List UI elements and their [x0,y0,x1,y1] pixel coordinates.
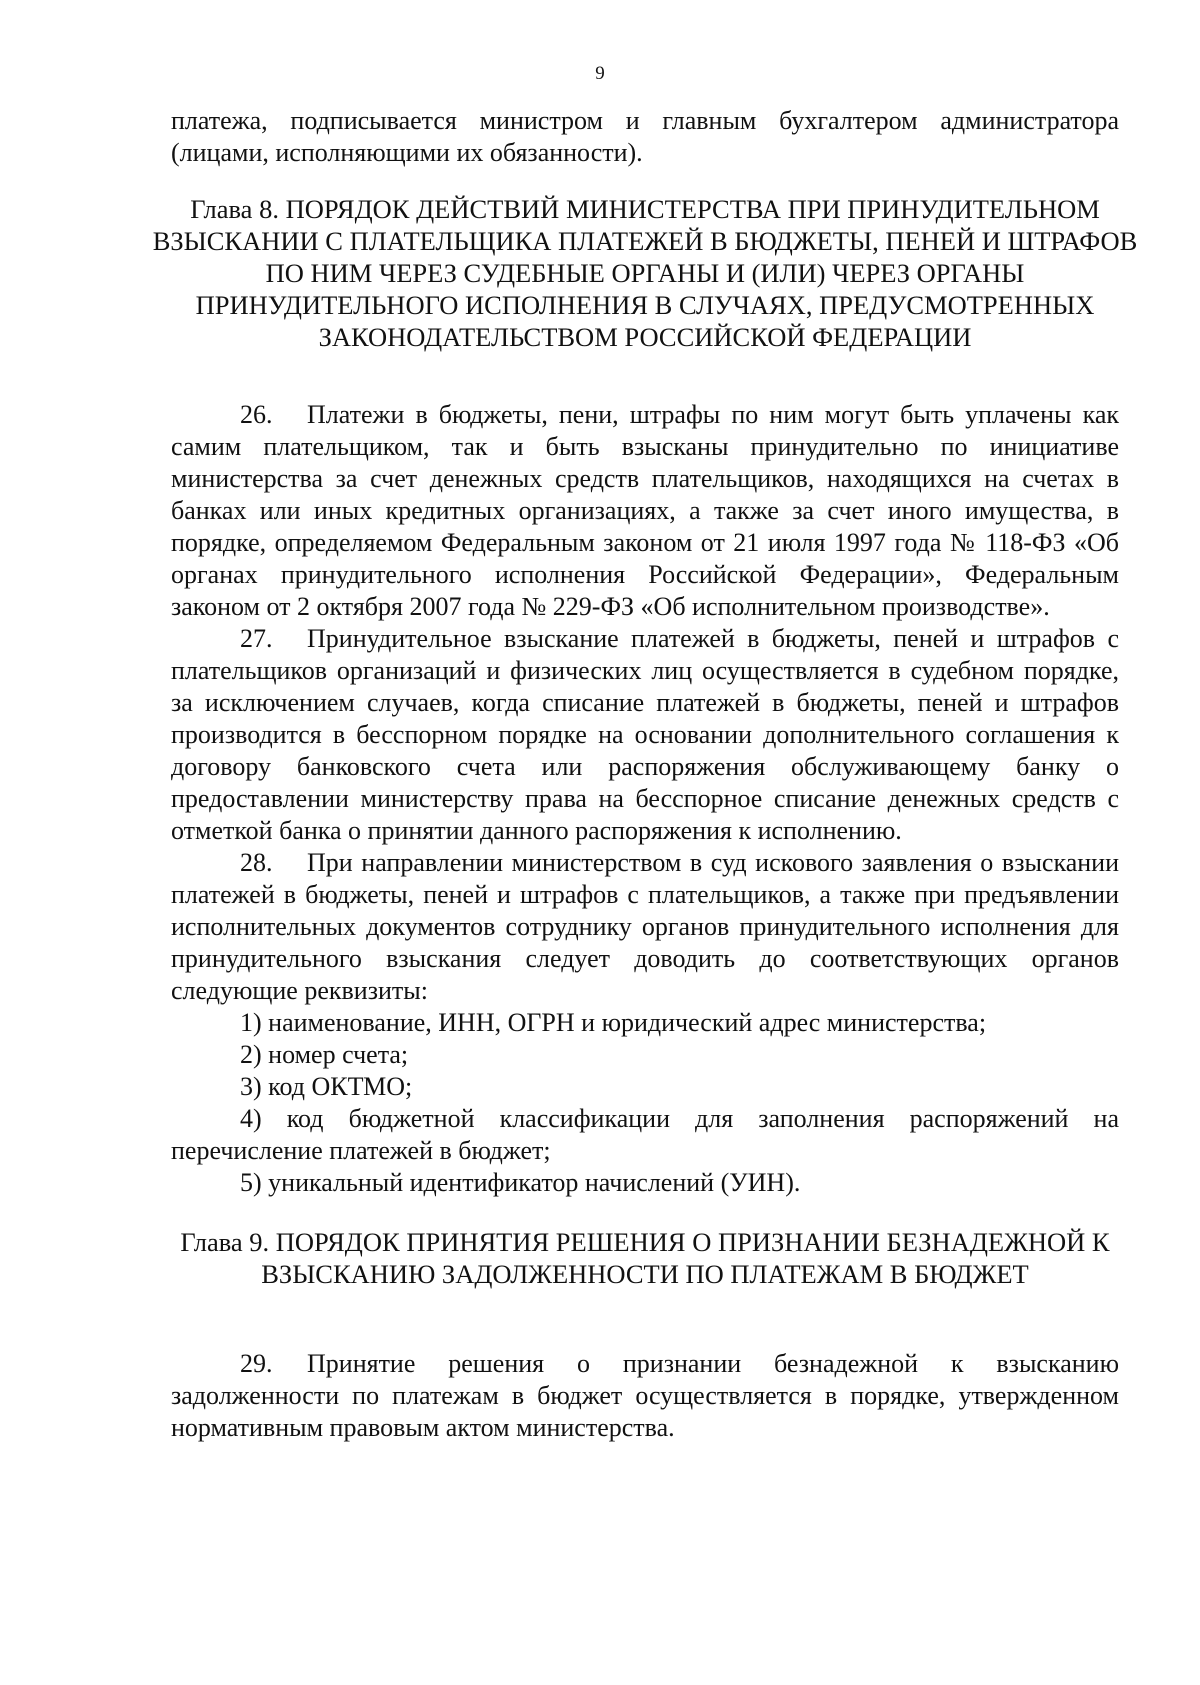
chapter-8-body [171,399,1119,1199]
paragraph-text: Платежи в бюджеты, пени, штрафы по ним могут быть уплачены как самим плательщиком, так и быть взысканы принудительно по инициативе министерства за счет денежных средств плательщиков, находящихся на счетах в банках или иных кредитных организациях, а также за счет иного имущества, в порядке, определяемом Федеральным законом от 21 июля 1997 года № 118-ФЗ «Об органах принудительного исполнения Российской Федерации», Федеральным законом от 2 октября 2007 года № 229-ФЗ «Об исполнительном производстве». [171,400,1119,621]
list-item: 1) наименование, ИНН, ОГРН и юридический адрес министерства; [240,1008,987,1037]
continuation-block [171,105,1119,169]
continuation-paragraph: платежа, подписывается министром и главным бухгалтером администратора (лицами, исполняющими их обязанности). [171,106,1119,167]
list-item: 2) номер счета; [240,1040,409,1069]
paragraph-number: 27. [240,624,273,653]
paragraph-29 [171,1348,1119,1444]
paragraph-28 [171,847,1119,1007]
paragraph-number: 29. [240,1349,273,1378]
paragraph-text: Принудительное взыскание платежей в бюджеты, пеней и штрафов с плательщиков организаций и физических лиц осуществляется в судебном порядке, за исключением случаев, когда списание платежей в бюджеты, пеней и штрафов производится в бесспорном порядке на основании дополнительного соглашения к договору банковского счета или распоряжения обслуживающему банку о предоставлении министерству права на бесспорное списание денежных средств с отметкой банка о принятии данного распоряжения к исполнению. [171,624,1119,845]
page-number: 9 [595,63,605,84]
list-item: 5) уникальный идентификатор начислений (УИН). [240,1168,801,1197]
paragraph-text: Принятие решения о признании безнадежной к взысканию задолженности по платежам в бюджет осуществляется в порядке, утвержденном нормативным правовым актом министерства. [171,1349,1119,1442]
list-item: 4) код бюджетной классификации для заполнения распоряжений на перечисление платежей в бюджет; [171,1104,1119,1165]
list-item: 3) код ОКТМО; [240,1072,413,1101]
paragraph-text: При направлении министерством в суд искового заявления о взыскании платежей в бюджеты, пеней и штрафов с плательщиков, а также при предъявлении исполнительных документов сотруднику органов принудительного исполнения для принудительного взыскания следует доводить до соответствующих органов следующие реквизиты: [171,848,1119,1005]
paragraph-26 [171,399,1119,623]
paragraph-27 [171,623,1119,847]
chapter-8-heading: Глава 8. ПОРЯДОК ДЕЙСТВИЙ МИНИСТЕРСТВА ПРИ ПРИНУДИТЕЛЬНОМ ВЗЫСКАНИИ С ПЛАТЕЛЬЩИКА ПЛАТЕЖЕЙ В БЮДЖЕТЫ, ПЕНЕЙ И ШТРАФОВ ПО НИМ ЧЕРЕЗ СУДЕБНЫЕ ОРГАНЫ И (ИЛИ) ЧЕРЕЗ ОРГАНЫ ПРИНУДИТЕЛЬНОГО ИСПОЛНЕНИЯ В СЛУЧАЯХ, ПРЕДУСМОТРЕННЫХ ЗАКОНОДАТЕЛЬСТВОМ РОССИЙСКОЙ ФЕДЕРАЦИИ [152,194,1138,352]
paragraph-number: 26. [240,400,273,429]
chapter-9-body [171,1348,1119,1444]
chapter-9-heading: Глава 9. ПОРЯДОК ПРИНЯТИЯ РЕШЕНИЯ О ПРИЗНАНИИ БЕЗНАДЕЖНОЙ К ВЗЫСКАНИЮ ЗАДОЛЖЕННОСТИ ПО ПЛАТЕЖАМ В БЮДЖЕТ [180,1227,1110,1289]
paragraph-number: 28. [240,848,273,877]
